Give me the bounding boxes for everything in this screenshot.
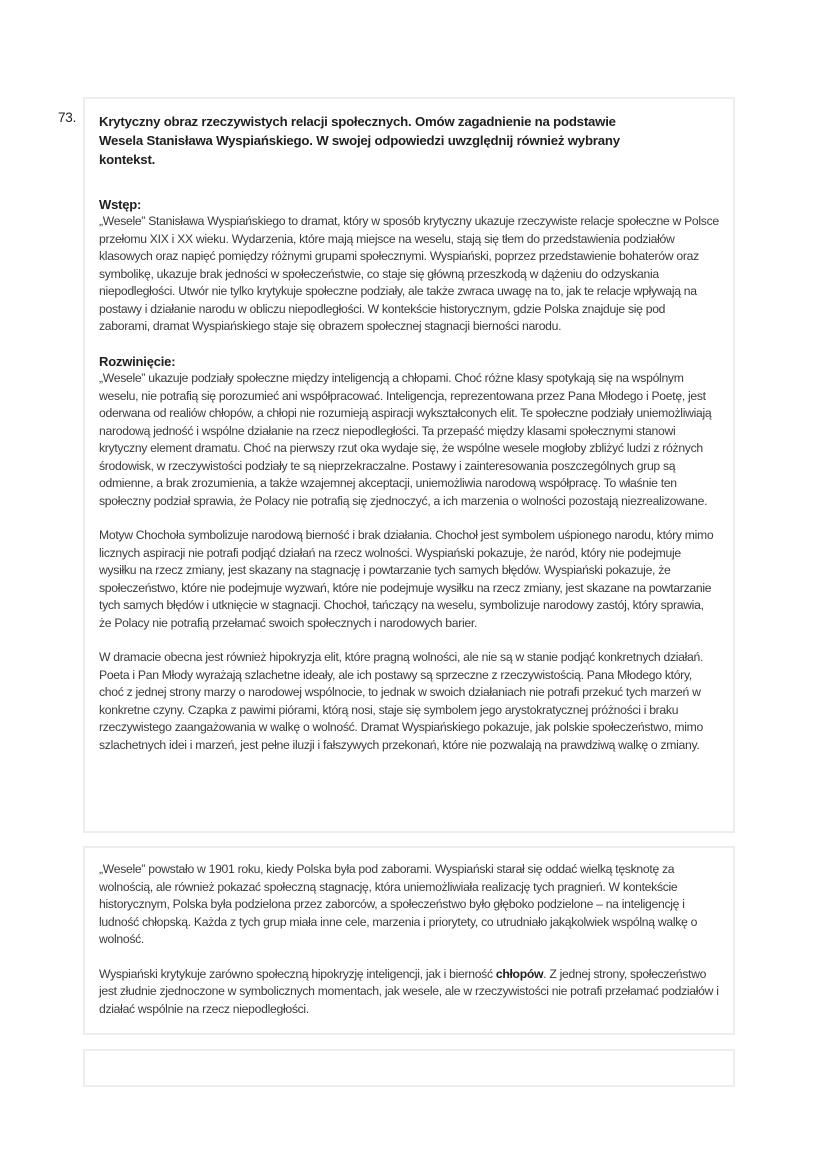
empty-answer-box [83, 1049, 735, 1087]
question-number: 73. [58, 110, 77, 125]
context-critique-text-pre: Wyspiański krytykuje zarówno społeczną hipokryzję inteligencji, jak i bierność [99, 966, 496, 981]
context-critique-bold-word: chłopów [495, 966, 544, 981]
context-box [83, 846, 735, 1035]
content-column [83, 97, 735, 1087]
body-paragraph-divisions: „Wesele” ukazuje podziały społeczne między inteligencją a chłopami. Choć różne klasy spotykają się na wspólnym weselu, nie potrafią się porozumieć ani współpracować. Inteligencja, reprezentowana przez Pana Młodego i Poetę, jest oderwana od realiów chłopów, a chłopi nie rozumieją aspiracji wykształconych elit. Te społeczne podziały uniemożliwiają narodową jedność i wspólne działanie na rzecz niepodległości. Ta przepaść między klasami społecznymi stanowi krytyczny element dramatu. Choć na pierwszy rzut oka wydaje się, że wspólne wesele mogłoby zbliżyć ludzi z różnych środowisk, w rzeczywistości podziały te są nieprzekraczalne. Postawy i zainteresowania poszczególnych grup są odmienne, a brak zrozumienia, a także wzajemnej akceptacji, uniemożliwia narodową współpracę. To właśnie ten społeczny podział sprawia, że Polacy nie potrafią się zjednoczyć, a ich marzenia o wolności pozostają niezrealizowane. [99, 371, 712, 508]
context-paragraph-critique [99, 966, 719, 1019]
context-critique-text-post: . Z jednej strony, społeczeństwo jest złudnie zjednoczone w symbolicznych momentach, jak wesele, ale w rzeczywistości nie potrafi przełamać podziałów i działać wspólnie na rzecz niepodległości. [99, 966, 719, 1016]
body-paragraph-hypocrisy: W dramacie obecna jest również hipokryzja elit, które pragną wolności, ale nie są w stanie podjąć konkretnych działań. Poeta i Pan Młody wyrażają szlachetne ideały, ale ich postawy są sprzeczne z rzeczywistością. Pana Młodego który, choć z jednej strony marzy o narodowej wspólnocie, to jednak w swoich działaniach nie potrafi przekuć tych marzeń w konkretne czyny. Czapka z pawimi piórami, którą nosi, staje się symbolem jego arystokratycznej próżności i braku rzeczywistego zaangażowania w walkę o wolność. Dramat Wyspiańskiego pokazuje, jak polskie społeczeństwo, mimo szlachetnych idei i marzeń, jest pełne iluzji i fałszywych przekonań, które nie pozwalają na prawdziwą walkę o zmiany. [99, 650, 704, 752]
question-box [83, 97, 735, 833]
body-paragraph-chochol: Motyw Chochoła symbolizuje narodową bierność i brak działania. Chochoł jest symbolem uśpionego narodu, który mimo licznych aspiracji nie potrafi podjąć działań na rzecz wolności. Wyspiański pokazuje, że naród, który nie podejmuje wysiłku na rzecz zmiany, jest skazany na stagnację i powtarzanie tych samych błędów. Wyspiański pokazuje, że społeczeństwo, które nie podejmuje wyzwań, które nie podejmuje wysiłku na rzecz zmiany, jest skazane na powtarzanie tych samych błędów i utknięcie w stagnacji. Chochoł, tańczący na weselu, symbolizuje narodowy zastój, który sprawia, że Polacy nie potrafią przełamać swoich społecznych i narodowych barier. [99, 528, 714, 630]
intro-heading: Wstęp: [99, 196, 142, 212]
intro-paragraph: „Wesele” Stanisława Wyspiańskiego to dramat, który w sposób krytyczny ukazuje rzeczywiste relacje społeczne w Polsce przełomu XIX i XX wieku. Wydarzenia, które mają miejsce na weselu, stają się tłem do przedstawienia podziałów klasowych oraz napięć pomiędzy różnymi grupami społecznymi. Wyspiański, poprzez przedstawienie bohaterów oraz symbolikę, ukazuje brak jedności w społeczeństwie, co staje się główną przeszkodą w dążeniu do odzyskania niepodległości. Utwór nie tylko krytykuje społeczne podziały, ale także zwraca uwagę na to, jak te relacje wpływają na postawy i działanie narodu w obliczu niepodległości. W kontekście historycznym, gdzie Polska znajduje się pod zaborami, dramat Wyspiańskiego staje się obrazem społecznej stagnacji bierności narodu. [99, 214, 719, 334]
question-title: Krytyczny obraz rzeczywistych relacji społecznych. Omów zagadnienie na podstawie Wesela Stanisława Wyspiańskiego. W swojej odpowiedzi uwzględnij również wybrany kontekst. [99, 114, 620, 168]
context-paragraph-historical: „Wesele” powstało w 1901 roku, kiedy Polska była pod zaborami. Wyspiański starał się oddać wielką tęsknotę za wolnością, ale również pokazać społeczną stagnację, która uniemożliwiała realizację tych pragnień. W kontekście historycznym, Polska była podzielona przez zaborców, a społeczeństwo było głęboko podzielone – na inteligencję i ludność chłopską. Każda z tych grup miała inne cele, marzenia i priorytety, co utrudniało jakąkolwiek wspólną walkę o wolność. [99, 862, 698, 946]
body-heading: Rozwinięcie: [99, 353, 176, 369]
